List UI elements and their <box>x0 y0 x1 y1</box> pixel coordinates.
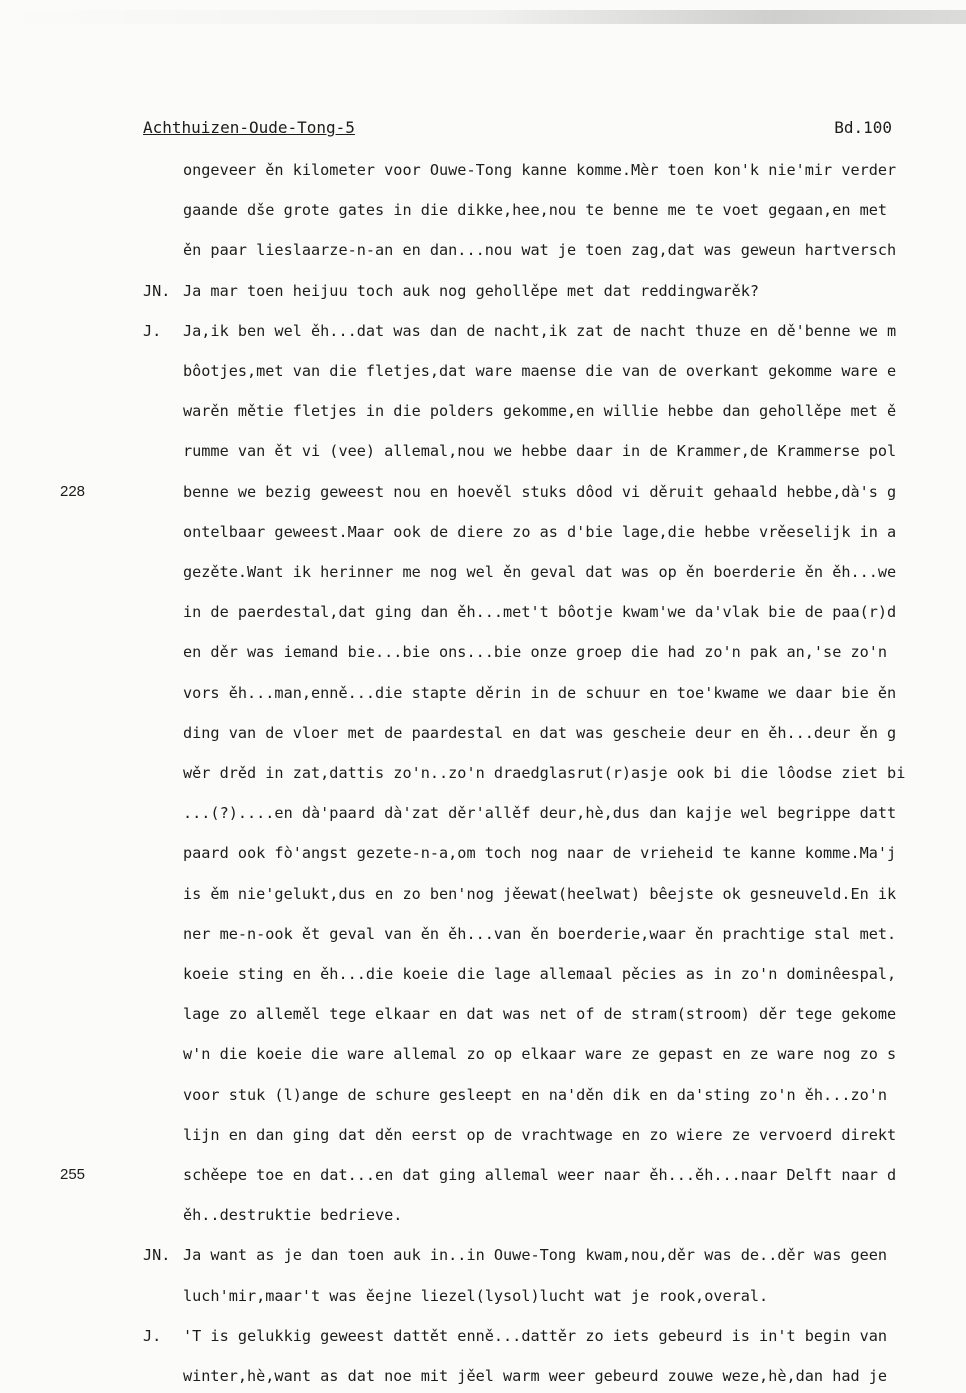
line-text: wěr drěd in zat,dattis zo'n..zo'n draedglasrut(r)asje ook bi die lôodse ziet bi <box>183 764 906 782</box>
transcript-line <box>0 793 966 833</box>
transcript-line <box>0 351 966 391</box>
line-text: Ja,ik ben wel ěh...dat was dan de nacht,ik zat de nacht thuze en dě'benne we m <box>183 321 897 340</box>
page-reference: Bd.100 <box>834 118 892 137</box>
transcript-line <box>0 1115 966 1155</box>
transcript-line <box>0 512 966 552</box>
transcript-line <box>0 1155 966 1195</box>
transcript-line <box>0 673 966 713</box>
transcript-line <box>0 592 966 632</box>
transcript-line <box>0 954 966 994</box>
margin-line-number: 255 <box>60 1166 86 1183</box>
line-text: 'T is gelukkig geweest dattět enně...dattěr zo iets gebeurd is in't begin van <box>183 1326 888 1345</box>
line-text: rumme van ět vi (vee) allemal,nou we hebbe daar in de Krammer,de Krammerse pol <box>183 442 897 461</box>
transcript-line <box>0 311 966 351</box>
transcript-line <box>0 271 966 311</box>
line-text: bôotjes,met van die fletjes,dat ware maense die van de overkant gekomme ware e <box>183 362 897 380</box>
transcript-line <box>0 431 966 471</box>
line-text: lijn en dan ging dat děn eerst op de vrachtwage en zo wiere ze vervoerd direkt <box>183 1125 897 1144</box>
speaker-label: JN. <box>143 1246 171 1265</box>
transcript-line <box>0 552 966 592</box>
line-text: winter,hè,want as dat noe mit jěel warm weer gebeurd zouwe weze,hè,dan had je <box>183 1367 888 1385</box>
line-text: ongeveer ěn kilometer voor Ouwe-Tong kanne komme.Mèr toen kon'k nie'mir verder <box>183 161 897 179</box>
document-title: Achthuizen-Oude-Tong-5 <box>143 118 355 137</box>
transcript-line <box>0 230 966 270</box>
speaker-label: J. <box>143 1326 162 1345</box>
line-text: gezěte.Want ik herinner me nog wel ěn geval dat was op ěn boerderie ěn ěh...we <box>183 563 897 581</box>
line-text: Ja want as je dan toen auk in..in Ouwe-Tong kwam,nou,děr was de..děr was geen <box>183 1246 888 1265</box>
transcript-line <box>0 874 966 914</box>
line-text: warěn mětie fletjes in die polders gekomme,en willie hebbe dan gehollěpe met ě <box>183 402 897 421</box>
line-text: gaande dše grote gates in die dikke,hee,nou te benne me te voet gegaan,en met <box>183 201 888 220</box>
line-text: in de paerdestal,dat ging dan ěh...met't bôotje kwam'we da'vlak bie de paa(r)d <box>183 603 897 622</box>
transcript-line <box>0 914 966 954</box>
transcript-line <box>0 833 966 873</box>
transcript-line <box>0 1075 966 1115</box>
line-text: ontelbaar geweest.Maar ook de diere zo as d'bie lage,die hebbe vrěeselijk in a <box>183 522 897 541</box>
speaker-label: J. <box>143 321 162 340</box>
line-text: ěh..destruktie bedrieve. <box>183 1206 403 1225</box>
transcript-line <box>0 1316 966 1356</box>
transcript-line <box>0 1235 966 1275</box>
transcript-line <box>0 1356 966 1393</box>
scan-edge-artifact <box>0 10 966 24</box>
transcript-line <box>0 994 966 1034</box>
transcript-line <box>0 632 966 672</box>
transcript-line <box>0 1034 966 1074</box>
line-text: ner me-n-ook ět geval van ěn ěh...van ěn boerderie,waar ěn prachtige stal met. <box>183 924 897 943</box>
line-text: lage zo alleměl tege elkaar en dat was net of de stram(stroom) děr tege gekome <box>183 1005 897 1024</box>
line-text: koeie sting en ěh...die koeie die lage allemaal pěcies as in zo'n dominêespal, <box>183 965 897 983</box>
transcript-line <box>0 472 966 512</box>
page-header <box>143 118 892 140</box>
transcript-line <box>0 150 966 190</box>
line-text: ding van de vloer met de paardestal en dat was gescheie deur en ěh...deur ěn g <box>183 723 897 742</box>
transcript-line <box>0 713 966 753</box>
transcript-line <box>0 753 966 793</box>
line-text: is ěm nie'gelukt,dus en zo ben'nog jěewat(heelwat) bêejste ok gesneuveld.En ik <box>183 884 897 903</box>
line-text: vors ěh...man,enně...die stapte děrin in de schuur en toe'kwame we daar bie ěn <box>183 683 897 702</box>
line-text: ěn paar lieslaarze-n-an en dan...nou wat je toen zag,dat was geweun hartversch <box>183 241 897 260</box>
line-text: ...(?)....en dà'paard dà'zat děr'allěf deur,hè,dus dan kajje wel begrippe datt <box>183 804 897 823</box>
transcript-line <box>0 1195 966 1235</box>
margin-line-number: 228 <box>60 482 86 500</box>
line-text: Ja mar toen heijuu toch auk nog gehollěpe met dat reddingwarěk? <box>183 281 760 300</box>
transcript-line <box>0 391 966 431</box>
transcript-line <box>0 1276 966 1316</box>
transcript-line <box>0 190 966 230</box>
line-text: luch'mir,maar't was ěejne liezel(lysol)lucht wat je rook,overal. <box>183 1286 769 1305</box>
line-text: w'n die koeie die ware allemal zo op elkaar ware ze gepast en ze ware nog zo s <box>183 1045 897 1064</box>
line-text: paard ook fò'angst gezete-n-a,om toch nog naar de vrieheid te kanne komme.Ma'j <box>183 844 897 863</box>
line-text: schěepe toe en dat...en dat ging allemal weer naar ěh...ěh...naar Delft naar d <box>183 1166 897 1184</box>
line-text: voor stuk (l)ange de schure gesleept en na'děn dik en da'sting zo'n ěh...zo'n <box>183 1085 888 1104</box>
speaker-label: JN. <box>143 281 171 300</box>
line-text: en děr was iemand bie...bie ons...bie onze groep die had zo'n pak an,'se zo'n <box>183 643 888 662</box>
line-text: benne we bezig geweest nou en hoevěl stuks dôod vi děruit gehaald hebbe,dà's g <box>183 482 897 501</box>
